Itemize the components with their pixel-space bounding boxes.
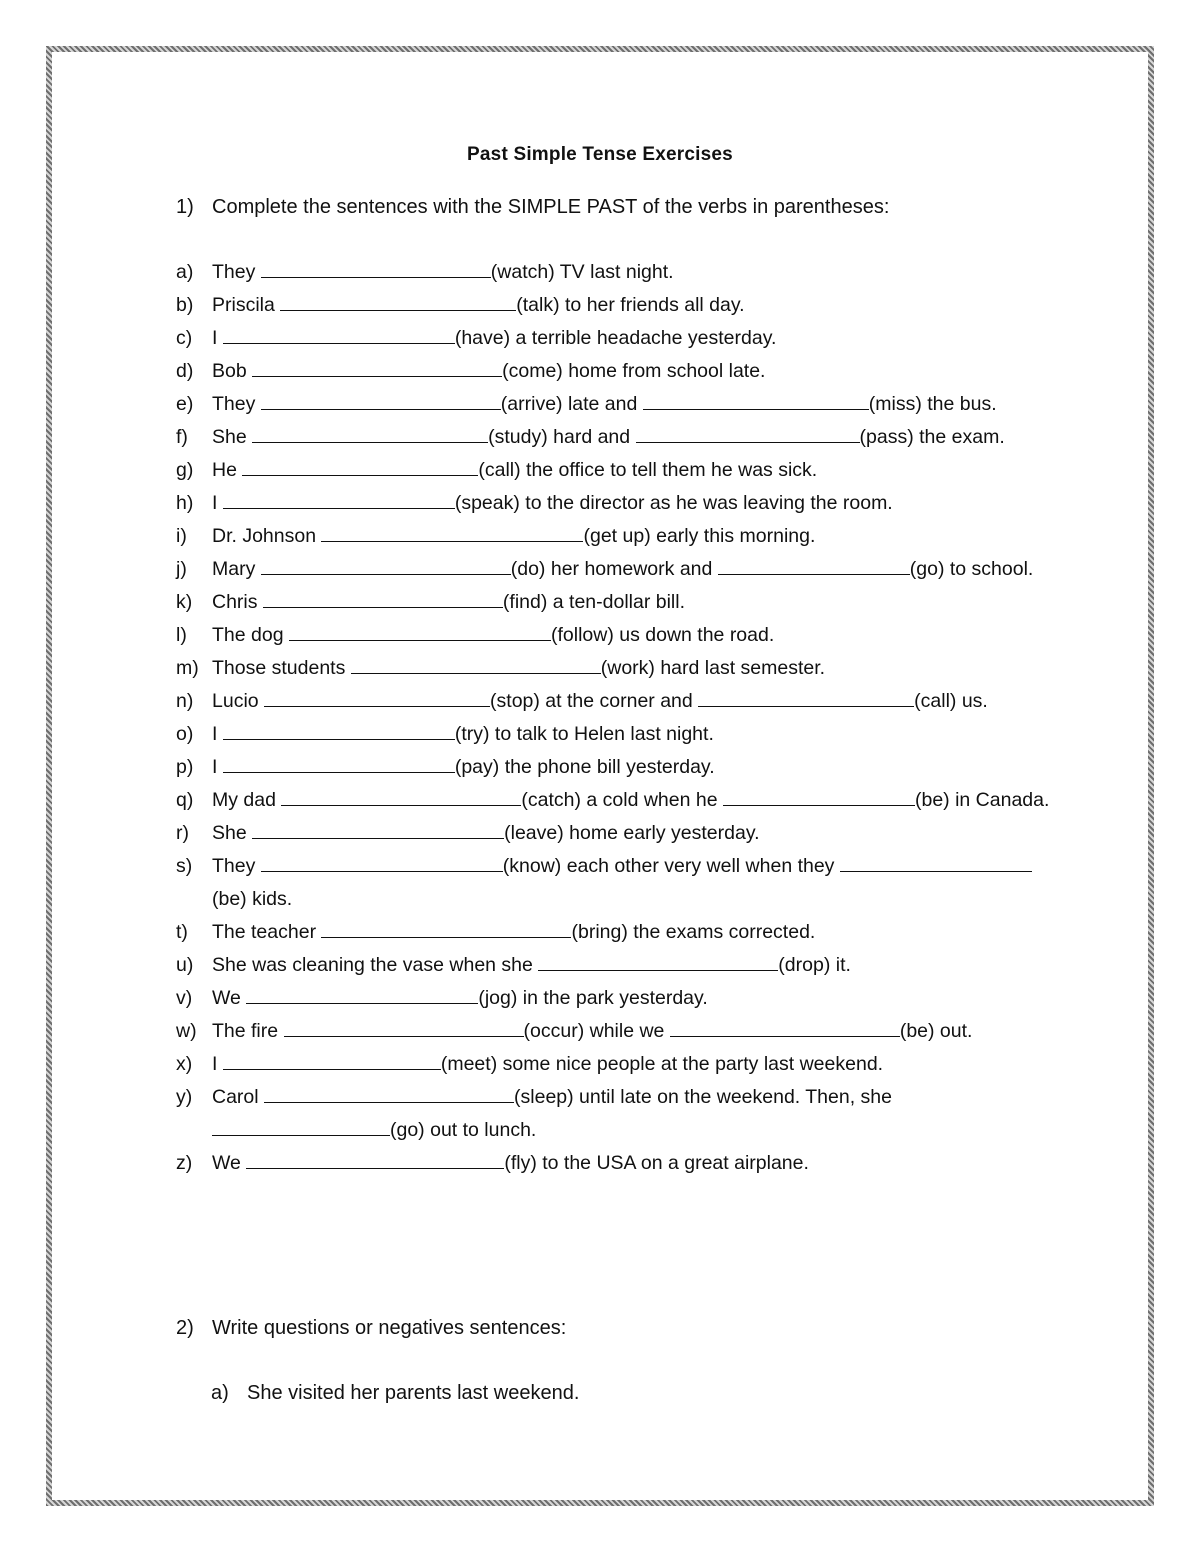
answer-blank[interactable] bbox=[261, 257, 491, 278]
exercise-item-text bbox=[212, 421, 1056, 454]
exercise-item-label: l) bbox=[176, 624, 187, 646]
exercise-text-fragment: (watch) TV last night. bbox=[490, 261, 674, 283]
exercise-item bbox=[176, 322, 1056, 355]
exercise-text-fragment: (come) home from school late. bbox=[502, 360, 766, 382]
exercise-item-text bbox=[212, 949, 1056, 982]
exercise-text-fragment: (meet) some nice people at the party last weekend. bbox=[440, 1053, 884, 1075]
exercise-text-fragment: (have) a terrible headache yesterday. bbox=[454, 327, 777, 349]
exercise-text-fragment: The dog bbox=[212, 624, 289, 646]
exercise-text-fragment: (follow) us down the road. bbox=[550, 624, 775, 646]
exercise-text-fragment: (study) hard and bbox=[488, 426, 636, 448]
exercise-item-text bbox=[212, 784, 1056, 817]
exercise-item-text bbox=[212, 322, 1056, 355]
exercise-text-fragment: Lucio bbox=[212, 690, 265, 712]
exercise-item-text bbox=[212, 256, 1056, 289]
exercise-item bbox=[176, 520, 1056, 553]
exercise-text-fragment: (call) us. bbox=[914, 690, 988, 712]
exercise-text-fragment: (get up) early this morning. bbox=[583, 525, 816, 547]
exercise-text-fragment: Chris bbox=[212, 591, 263, 613]
exercise-text-fragment: The fire bbox=[212, 1020, 284, 1042]
exercise-text-fragment: (jog) in the park yesterday. bbox=[478, 987, 708, 1009]
answer-blank[interactable] bbox=[261, 851, 503, 872]
exercise-item-label: s) bbox=[176, 855, 193, 877]
exercise-item bbox=[176, 652, 1056, 685]
exercise-text-fragment: I bbox=[212, 756, 223, 778]
exercise-item bbox=[176, 454, 1056, 487]
answer-blank[interactable] bbox=[252, 356, 502, 377]
exercise-text-fragment: (find) a ten-dollar bill. bbox=[502, 591, 686, 613]
exercise-text-fragment: (speak) to the director as he was leaving the room. bbox=[454, 492, 893, 514]
answer-blank[interactable] bbox=[643, 389, 869, 410]
answer-blank[interactable] bbox=[246, 1148, 504, 1169]
exercise-text-fragment: Dr. Johnson bbox=[212, 525, 322, 547]
exercise-text-fragment: Carol bbox=[212, 1086, 265, 1108]
exercise-text-fragment: They bbox=[212, 261, 261, 283]
exercise-item-label: u) bbox=[176, 954, 194, 976]
exercise-item-label: e) bbox=[176, 393, 194, 415]
exercise-text-fragment: I bbox=[212, 1053, 223, 1075]
exercise-item bbox=[176, 586, 1056, 619]
exercise-text-fragment: (pass) the exam. bbox=[859, 426, 1005, 448]
exercise-item-label: h) bbox=[176, 492, 194, 514]
answer-blank[interactable] bbox=[284, 1016, 524, 1037]
exercise-text-fragment: (work) hard last semester. bbox=[600, 657, 826, 679]
exercise-text-fragment: (know) each other very well when they bbox=[502, 855, 840, 877]
answer-blank[interactable] bbox=[252, 818, 504, 839]
answer-blank[interactable] bbox=[261, 554, 511, 575]
exercise-item-label: j) bbox=[176, 558, 187, 580]
exercise-text-fragment: My dad bbox=[212, 789, 282, 811]
answer-blank[interactable] bbox=[289, 620, 551, 641]
exercise-item bbox=[176, 553, 1056, 586]
exercise-text-fragment: (be) out. bbox=[899, 1020, 973, 1042]
exercise-item-text bbox=[212, 718, 1056, 751]
exercise-item-text bbox=[212, 1081, 1056, 1147]
exercise-item-label: a) bbox=[176, 261, 194, 283]
exercise-item bbox=[176, 718, 1056, 751]
exercise-item bbox=[176, 1081, 1056, 1147]
section-1-number: 1) bbox=[176, 196, 194, 218]
exercise-item-label: f) bbox=[176, 426, 188, 448]
section-2-instruction: Write questions or negatives sentences: bbox=[212, 1317, 567, 1339]
exercise-item-label: i) bbox=[176, 525, 187, 547]
exercise-text-fragment: (bring) the exams corrected. bbox=[571, 921, 816, 943]
exercise-item-label: w) bbox=[176, 1020, 197, 1042]
exercise-item-text bbox=[212, 685, 1056, 718]
exercise-text-fragment: (miss) the bus. bbox=[868, 393, 997, 415]
answer-blank[interactable] bbox=[223, 752, 455, 773]
exercise-text-fragment: (go) out to lunch. bbox=[390, 1119, 537, 1141]
exercise-item bbox=[176, 685, 1056, 718]
exercise-item-text bbox=[212, 520, 1056, 553]
answer-blank[interactable] bbox=[261, 389, 501, 410]
exercise-item-label: k) bbox=[176, 591, 193, 613]
exercise-item-text bbox=[212, 817, 1056, 850]
exercise-item-text bbox=[212, 586, 1056, 619]
exercise-text-fragment: (be) in Canada. bbox=[914, 789, 1050, 811]
exercise-item-text bbox=[212, 355, 1056, 388]
exercise-item-label: p) bbox=[176, 756, 194, 778]
exercise-item-label: n) bbox=[176, 690, 194, 712]
exercise-item-text bbox=[212, 1048, 1056, 1081]
exercise-text-fragment: (try) to talk to Helen last night. bbox=[454, 723, 714, 745]
exercise-item-label: o) bbox=[176, 723, 194, 745]
answer-blank[interactable] bbox=[223, 488, 455, 509]
exercise-item-label: d) bbox=[176, 360, 194, 382]
exercise-item bbox=[176, 487, 1056, 520]
exercise-item bbox=[176, 751, 1056, 784]
exercise-item-label: v) bbox=[176, 987, 193, 1009]
exercise-text-fragment: They bbox=[212, 855, 261, 877]
worksheet-title: Past Simple Tense Exercises bbox=[467, 144, 733, 165]
answer-blank[interactable] bbox=[538, 950, 778, 971]
exercise-item bbox=[176, 1015, 1056, 1048]
section-1-heading bbox=[176, 196, 889, 219]
exercise-item bbox=[176, 619, 1056, 652]
answer-blank[interactable] bbox=[223, 719, 455, 740]
exercise-text-fragment: I bbox=[212, 492, 223, 514]
exercise-item-text bbox=[212, 982, 1056, 1015]
exercise-item-label: x) bbox=[176, 1053, 193, 1075]
exercise-text-fragment: I bbox=[212, 723, 223, 745]
exercise-text-fragment: (go) to school. bbox=[909, 558, 1034, 580]
exercise-item bbox=[176, 1048, 1056, 1081]
section-2-item-text: She visited her parents last weekend. bbox=[247, 1382, 580, 1404]
exercise-text-fragment: We bbox=[212, 1152, 247, 1174]
exercise-item bbox=[176, 784, 1056, 817]
section-2-heading bbox=[176, 1317, 566, 1340]
exercise-text-fragment: I bbox=[212, 327, 223, 349]
exercise-item-label: q) bbox=[176, 789, 194, 811]
exercise-item-label: z) bbox=[176, 1152, 193, 1174]
answer-blank[interactable] bbox=[840, 851, 1032, 872]
answer-blank[interactable] bbox=[351, 653, 601, 674]
exercise-text-fragment: (sleep) until late on the weekend. Then, she bbox=[514, 1086, 892, 1108]
answer-blank[interactable] bbox=[280, 290, 516, 311]
exercise-text-fragment: (stop) at the corner and bbox=[490, 690, 699, 712]
exercise-item-label: b) bbox=[176, 294, 194, 316]
exercise-list bbox=[176, 256, 1056, 1180]
exercise-item-text bbox=[212, 652, 1056, 685]
exercise-item-text bbox=[212, 916, 1056, 949]
section-2-item-label: a) bbox=[211, 1382, 229, 1404]
exercise-text-fragment: (fly) to the USA on a great airplane. bbox=[504, 1152, 809, 1174]
answer-blank[interactable] bbox=[636, 422, 860, 443]
answer-blank[interactable] bbox=[264, 686, 490, 707]
section-2-number: 2) bbox=[176, 1317, 194, 1339]
exercise-text-fragment: She bbox=[212, 822, 253, 844]
exercise-item bbox=[176, 982, 1056, 1015]
exercise-text-fragment: (talk) to her friends all day. bbox=[516, 294, 745, 316]
exercise-item bbox=[176, 817, 1056, 850]
exercise-item-label: t) bbox=[176, 921, 188, 943]
exercise-text-fragment: (pay) the phone bill yesterday. bbox=[454, 756, 715, 778]
exercise-item-text bbox=[212, 1015, 1056, 1048]
exercise-text-fragment: He bbox=[212, 459, 243, 481]
exercise-text-fragment: Those students bbox=[212, 657, 351, 679]
answer-blank[interactable] bbox=[242, 455, 478, 476]
exercise-text-fragment: (occur) while we bbox=[523, 1020, 670, 1042]
exercise-text-fragment: (be) kids. bbox=[212, 888, 293, 910]
exercise-item-text bbox=[212, 619, 1056, 652]
exercise-item-label: c) bbox=[176, 327, 193, 349]
exercise-item bbox=[176, 289, 1056, 322]
answer-blank[interactable] bbox=[321, 917, 571, 938]
answer-blank[interactable] bbox=[223, 1049, 441, 1070]
exercise-item-label: r) bbox=[176, 822, 189, 844]
exercise-text-fragment: (drop) it. bbox=[778, 954, 851, 976]
exercise-text-fragment: Priscila bbox=[212, 294, 281, 316]
exercise-text-fragment: (arrive) late and bbox=[500, 393, 643, 415]
section-1-instruction: Complete the sentences with the SIMPLE PAST of the verbs in parentheses: bbox=[212, 196, 890, 218]
answer-blank[interactable] bbox=[718, 554, 910, 575]
exercise-text-fragment: Mary bbox=[212, 558, 261, 580]
exercise-item bbox=[176, 256, 1056, 289]
exercise-item bbox=[176, 949, 1056, 982]
answer-blank[interactable] bbox=[670, 1016, 900, 1037]
answer-blank[interactable] bbox=[264, 1082, 514, 1103]
exercise-item bbox=[176, 388, 1056, 421]
exercise-text-fragment: (do) her homework and bbox=[510, 558, 718, 580]
answer-blank[interactable] bbox=[281, 785, 521, 806]
exercise-item-text bbox=[212, 850, 1056, 916]
exercise-item-label: y) bbox=[176, 1086, 193, 1108]
exercise-text-fragment: (catch) a cold when he bbox=[521, 789, 723, 811]
exercise-item-text bbox=[212, 751, 1056, 784]
exercise-item-text bbox=[212, 289, 1056, 322]
answer-blank[interactable] bbox=[252, 422, 488, 443]
answer-blank[interactable] bbox=[321, 521, 583, 542]
exercise-item bbox=[176, 355, 1056, 388]
answer-blank[interactable] bbox=[723, 785, 915, 806]
exercise-text-fragment: They bbox=[212, 393, 261, 415]
exercise-item bbox=[176, 850, 1056, 916]
exercise-text-fragment: We bbox=[212, 987, 247, 1009]
exercise-item bbox=[176, 916, 1056, 949]
exercise-text-fragment: The teacher bbox=[212, 921, 322, 943]
exercise-item-text bbox=[212, 487, 1056, 520]
answer-blank[interactable] bbox=[246, 983, 478, 1004]
exercise-text-fragment: (call) the office to tell them he was sick. bbox=[478, 459, 818, 481]
exercise-item bbox=[176, 1147, 1056, 1180]
exercise-item-text bbox=[212, 1147, 1056, 1180]
exercise-item-label: g) bbox=[176, 459, 194, 481]
exercise-item-label: m) bbox=[176, 657, 199, 679]
exercise-item-text bbox=[212, 454, 1056, 487]
section-2-item bbox=[211, 1382, 579, 1405]
exercise-text-fragment: She was cleaning the vase when she bbox=[212, 954, 539, 976]
exercise-item bbox=[176, 421, 1056, 454]
answer-blank[interactable] bbox=[263, 587, 503, 608]
exercise-item-text bbox=[212, 388, 1056, 421]
answer-blank[interactable] bbox=[698, 686, 914, 707]
exercise-item-text bbox=[212, 553, 1056, 586]
answer-blank[interactable] bbox=[223, 323, 455, 344]
exercise-text-fragment: (leave) home early yesterday. bbox=[504, 822, 760, 844]
exercise-text-fragment: Bob bbox=[212, 360, 253, 382]
exercise-text-fragment: She bbox=[212, 426, 253, 448]
answer-blank[interactable] bbox=[212, 1115, 390, 1136]
